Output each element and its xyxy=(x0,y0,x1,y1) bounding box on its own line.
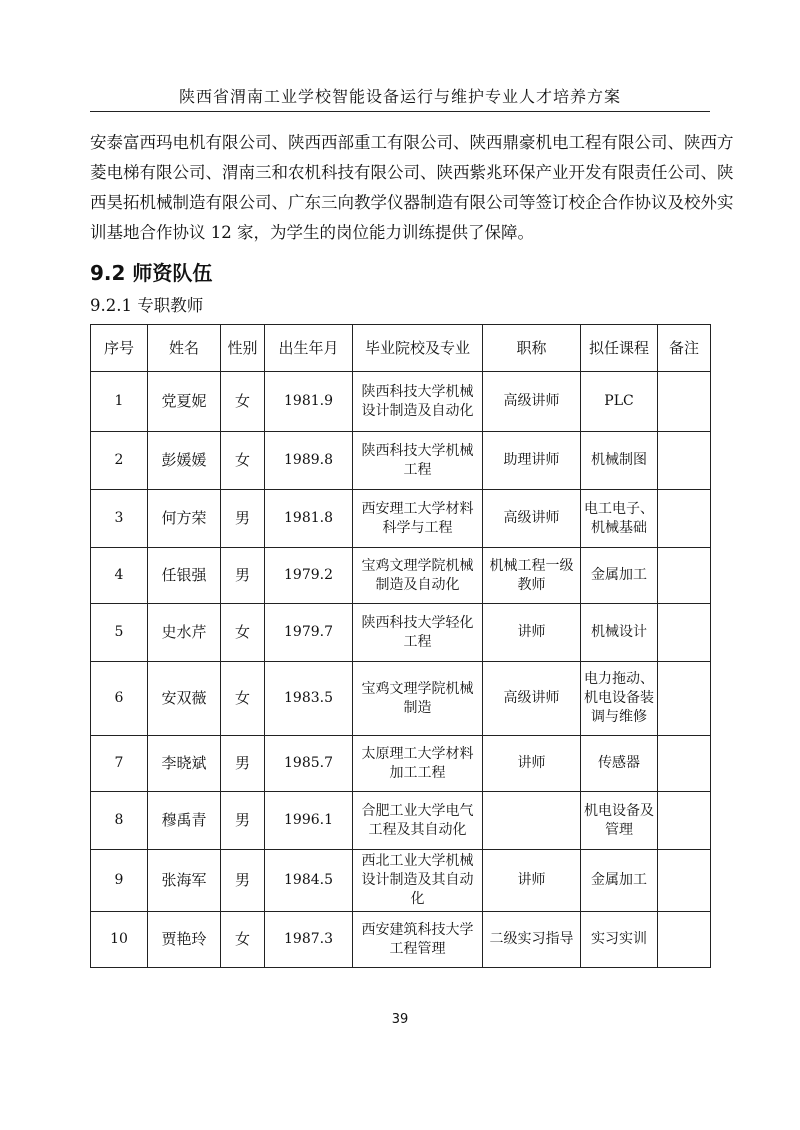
col-header-birth: 出生年月 xyxy=(265,325,353,372)
table-row xyxy=(91,604,711,662)
cell-note xyxy=(658,850,711,912)
cell-birth: 1984.5 xyxy=(265,850,353,912)
teacher-table xyxy=(90,324,711,968)
cell-course: 实习实训 xyxy=(581,912,658,968)
col-header-title: 职称 xyxy=(483,325,581,372)
col-header-no: 序号 xyxy=(91,325,148,372)
cell-note xyxy=(658,490,711,548)
cell-name: 贾艳玲 xyxy=(148,912,221,968)
cell-no: 5 xyxy=(91,604,148,662)
cell-note xyxy=(658,372,711,432)
cell-birth: 1996.1 xyxy=(265,792,353,850)
intro-line: 西昊拓机械制造有限公司、广东三向教学仪器制造有限公司等签订校企合作协议及校外实 xyxy=(90,193,734,212)
col-header-note: 备注 xyxy=(658,325,711,372)
cell-birth: 1987.3 xyxy=(265,912,353,968)
table-row xyxy=(91,912,711,968)
section-heading: 9.2 师资队伍 xyxy=(90,261,213,285)
intro-paragraph xyxy=(90,128,734,248)
cell-title xyxy=(483,792,581,850)
cell-gender: 男 xyxy=(221,490,265,548)
subsection-heading: 9.2.1 专职教师 xyxy=(90,296,204,315)
intro-line: 训基地合作协议 12 家，为学生的岗位能力训练提供了保障。 xyxy=(90,223,534,242)
page-header: 陕西省渭南工业学校智能设备运行与维护专业人才培养方案 xyxy=(90,84,710,112)
cell-course: 机电设备及管理 xyxy=(581,792,658,850)
cell-course: PLC xyxy=(581,372,658,432)
col-header-course: 拟任课程 xyxy=(581,325,658,372)
page-number: 39 xyxy=(391,1012,409,1027)
cell-title: 讲师 xyxy=(483,604,581,662)
cell-title: 二级实习指导 xyxy=(483,912,581,968)
cell-no: 4 xyxy=(91,548,148,604)
table-row xyxy=(91,372,711,432)
cell-no: 1 xyxy=(91,372,148,432)
cell-course: 机械设计 xyxy=(581,604,658,662)
cell-note xyxy=(658,736,711,792)
table-row xyxy=(91,736,711,792)
col-header-gender: 性别 xyxy=(221,325,265,372)
cell-no: 9 xyxy=(91,850,148,912)
cell-school: 合肥工业大学电气工程及其自动化 xyxy=(353,792,483,850)
cell-school: 陕西科技大学轻化工程 xyxy=(353,604,483,662)
cell-course: 金属加工 xyxy=(581,850,658,912)
cell-no: 8 xyxy=(91,792,148,850)
cell-school: 陕西科技大学机械工程 xyxy=(353,432,483,490)
cell-school: 西北工业大学机械设计制造及其自动化 xyxy=(353,850,483,912)
cell-school: 太原理工大学材料加工工程 xyxy=(353,736,483,792)
cell-gender: 男 xyxy=(221,850,265,912)
cell-name: 党夏妮 xyxy=(148,372,221,432)
table-row xyxy=(91,850,711,912)
cell-name: 张海军 xyxy=(148,850,221,912)
cell-no: 3 xyxy=(91,490,148,548)
cell-title: 讲师 xyxy=(483,850,581,912)
cell-title: 高级讲师 xyxy=(483,490,581,548)
cell-birth: 1979.7 xyxy=(265,604,353,662)
table-header-row xyxy=(91,325,711,372)
cell-school: 西安建筑科技大学工程管理 xyxy=(353,912,483,968)
cell-school: 西安理工大学材料科学与工程 xyxy=(353,490,483,548)
cell-birth: 1981.9 xyxy=(265,372,353,432)
cell-gender: 女 xyxy=(221,912,265,968)
cell-title: 助理讲师 xyxy=(483,432,581,490)
cell-course: 传感器 xyxy=(581,736,658,792)
cell-gender: 男 xyxy=(221,736,265,792)
table-row xyxy=(91,792,711,850)
cell-gender: 女 xyxy=(221,432,265,490)
cell-birth: 1985.7 xyxy=(265,736,353,792)
cell-school: 宝鸡文理学院机械制造及自动化 xyxy=(353,548,483,604)
cell-course: 电力拖动、机电设备装调与维修 xyxy=(581,662,658,736)
cell-name: 安双薇 xyxy=(148,662,221,736)
cell-birth: 1989.8 xyxy=(265,432,353,490)
intro-line: 菱电梯有限公司、渭南三和农机科技有限公司、陕西紫兆环保产业开发有限责任公司、陕 xyxy=(90,163,734,182)
cell-birth: 1983.5 xyxy=(265,662,353,736)
cell-gender: 男 xyxy=(221,792,265,850)
cell-title: 讲师 xyxy=(483,736,581,792)
cell-title: 高级讲师 xyxy=(483,662,581,736)
cell-course: 金属加工 xyxy=(581,548,658,604)
cell-name: 何方荣 xyxy=(148,490,221,548)
cell-course: 机械制图 xyxy=(581,432,658,490)
cell-gender: 男 xyxy=(221,548,265,604)
table-row xyxy=(91,490,711,548)
cell-note xyxy=(658,432,711,490)
cell-school: 宝鸡文理学院机械制造 xyxy=(353,662,483,736)
cell-gender: 女 xyxy=(221,372,265,432)
table-row xyxy=(91,662,711,736)
cell-name: 穆禹青 xyxy=(148,792,221,850)
cell-note xyxy=(658,548,711,604)
cell-no: 7 xyxy=(91,736,148,792)
cell-birth: 1979.2 xyxy=(265,548,353,604)
cell-course: 电工电子、机械基础 xyxy=(581,490,658,548)
cell-birth: 1981.8 xyxy=(265,490,353,548)
table-row xyxy=(91,548,711,604)
table-row xyxy=(91,432,711,490)
cell-gender: 女 xyxy=(221,604,265,662)
cell-note xyxy=(658,792,711,850)
cell-title: 高级讲师 xyxy=(483,372,581,432)
cell-name: 彭媛媛 xyxy=(148,432,221,490)
cell-no: 2 xyxy=(91,432,148,490)
cell-school: 陕西科技大学机械设计制造及自动化 xyxy=(353,372,483,432)
cell-no: 6 xyxy=(91,662,148,736)
cell-note xyxy=(658,912,711,968)
col-header-name: 姓名 xyxy=(148,325,221,372)
cell-note xyxy=(658,662,711,736)
cell-title: 机械工程一级教师 xyxy=(483,548,581,604)
cell-name: 任银强 xyxy=(148,548,221,604)
cell-name: 李晓斌 xyxy=(148,736,221,792)
cell-gender: 女 xyxy=(221,662,265,736)
cell-no: 10 xyxy=(91,912,148,968)
intro-line: 安泰富西玛电机有限公司、陕西西部重工有限公司、陕西鼎豪机电工程有限公司、陕西方 xyxy=(90,133,734,152)
cell-name: 史水芹 xyxy=(148,604,221,662)
col-header-school: 毕业院校及专业 xyxy=(353,325,483,372)
cell-note xyxy=(658,604,711,662)
